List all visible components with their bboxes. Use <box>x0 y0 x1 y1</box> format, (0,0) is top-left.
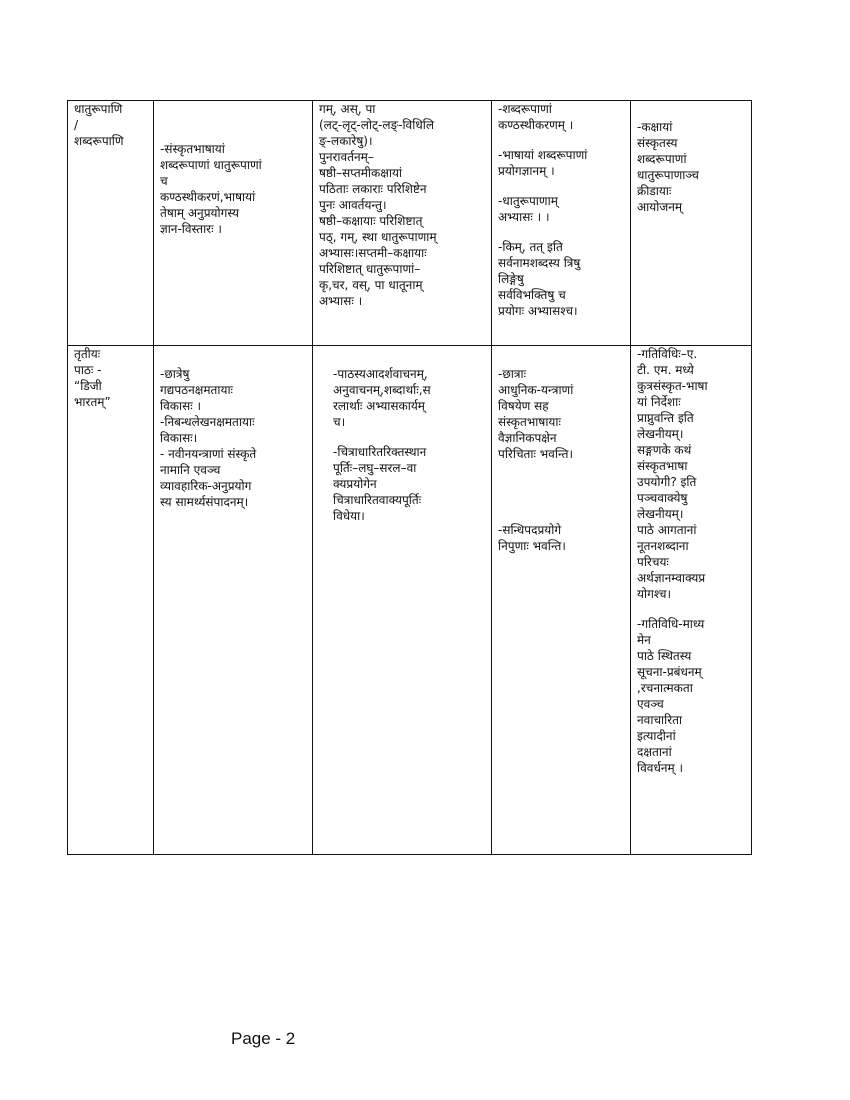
activity-text: -पाठस्यआदर्शवाचनम्, अनुवाचनम्,शब्दार्थाः,स रलार्थाः अभ्यासकार्यम् च। <box>333 367 431 429</box>
activity-text: -चित्राधारितरिक्तस्थान पूर्तिः–लघु–सरल–वा क्यप्रयोगेन चित्राधारितवाक्यपूर्तिः विधेया। <box>333 445 427 523</box>
outcome-text: -छात्राः आधुनिक-यन्त्राणां विषयेण सह संस्कृतभाषायाः वैज्ञानिकपक्षेन परिचिताः भवन्ति। <box>498 367 574 461</box>
page-number: Page - 2 <box>231 1029 296 1048</box>
outcome-text: -शब्दरूपाणां कण्ठस्थीकरणम् । <box>498 102 574 132</box>
outcome-text: -भाषायां शब्दरूपाणां प्रयोगज्ञानम् । <box>498 148 588 178</box>
assessment-cell <box>631 346 752 855</box>
outcome-text: -किम्, तत् इति सर्वनामशब्दस्य त्रिषु लिङ्गेषु सर्वविभक्तिषु च प्रयोगः अभ्यासश्च। <box>498 240 581 318</box>
activities-cell <box>313 346 492 855</box>
outcome-text: -सन्धिपदप्रयोगे निपुणाः भवन्ति। <box>498 523 566 553</box>
activities-text: गम्, अस्, पा (लट्-लृट्-लोट्-लङ्-विधिलि ङ्-लकारेषु)। पुनरावर्तनम्– षष्ठी–सप्तमीकक्षायां पठिताः लकाराः परिशिष्टेन पुनः आवर्तयन्तु। षष्ठी–कक्षायाः परिशिष्टात् पठ्, गम्, स्था धातुरूपाणाम् अभ्यासः।सप्तमी–कक्षायाः परिशिष्टात् धातुरूपाणां– कृ,चर, वस्, पा धातूनाम् अभ्यासः । <box>319 102 437 308</box>
objective-text: -निबन्धलेखनक्षमतायाः विकासः। <box>160 415 255 445</box>
objectives-text: -संस्कृतभाषायां शब्दरूपाणां धातुरूपाणां च कण्ठस्थीकरणं,भाषायां तेषाम् अनुप्रयोगस्य ज्ञान-विस्तारः । <box>160 142 262 236</box>
syllabus-table <box>67 100 752 855</box>
objective-text: -छात्रेषु गद्यपठनक्षमतायाः विकासः । <box>160 367 233 413</box>
objectives-cell <box>154 346 313 855</box>
objective-text: - नवीनयन्त्राणां संस्कृते नामानि एवञ्च व्यावहारिक-अनुप्रयोग स्य सामर्थ्यसंपादनम्। <box>160 447 257 509</box>
outcomes-cell <box>492 101 631 346</box>
assessment-text: -गतिविधि-माध्य मेन पाठे स्थितस्य सूचना-प्रबंधनम् ,रचनात्मकता एवञ्च नवाचारिता इत्यादीनां दक्षतानां विवर्धनम् । <box>637 617 705 775</box>
assessment-text: -कक्षायां संस्कृतस्य शब्दरूपाणां धातुरूपाणाञ्च क्रीडायाः आयोजनम् <box>637 120 699 214</box>
outcome-text: -धातुरूपाणाम् अभ्यासः । । <box>498 194 558 224</box>
activities-cell <box>313 101 492 346</box>
table-row <box>68 101 752 346</box>
outcomes-cell <box>492 346 631 855</box>
objectives-cell <box>154 101 313 346</box>
lesson-title: धातुरूपाणि / शब्दरूपाणि <box>74 102 124 148</box>
table-row <box>68 346 752 855</box>
lesson-title: तृतीयः पाठः - “डिजी भारतम्” <box>74 347 111 409</box>
assessment-text: -गतिविधिः–ए. टी. एम. मध्ये कुत्रसंस्कृत-भाषा यां निर्देशाः प्राप्नुवन्ति इति लेखनीयम्। सङ्गणके कथं संस्कृतभाषा उपयोगी? इति पञ्चवाक्येषु लेखनीयम्। पाठे आगतानां नूतनशब्दाना परिचयः अर्थज्ञानम्वाक्यप्र योगश्च। <box>637 347 708 601</box>
lesson-cell <box>68 346 154 855</box>
lesson-cell <box>68 101 154 346</box>
assessment-cell <box>631 101 752 346</box>
